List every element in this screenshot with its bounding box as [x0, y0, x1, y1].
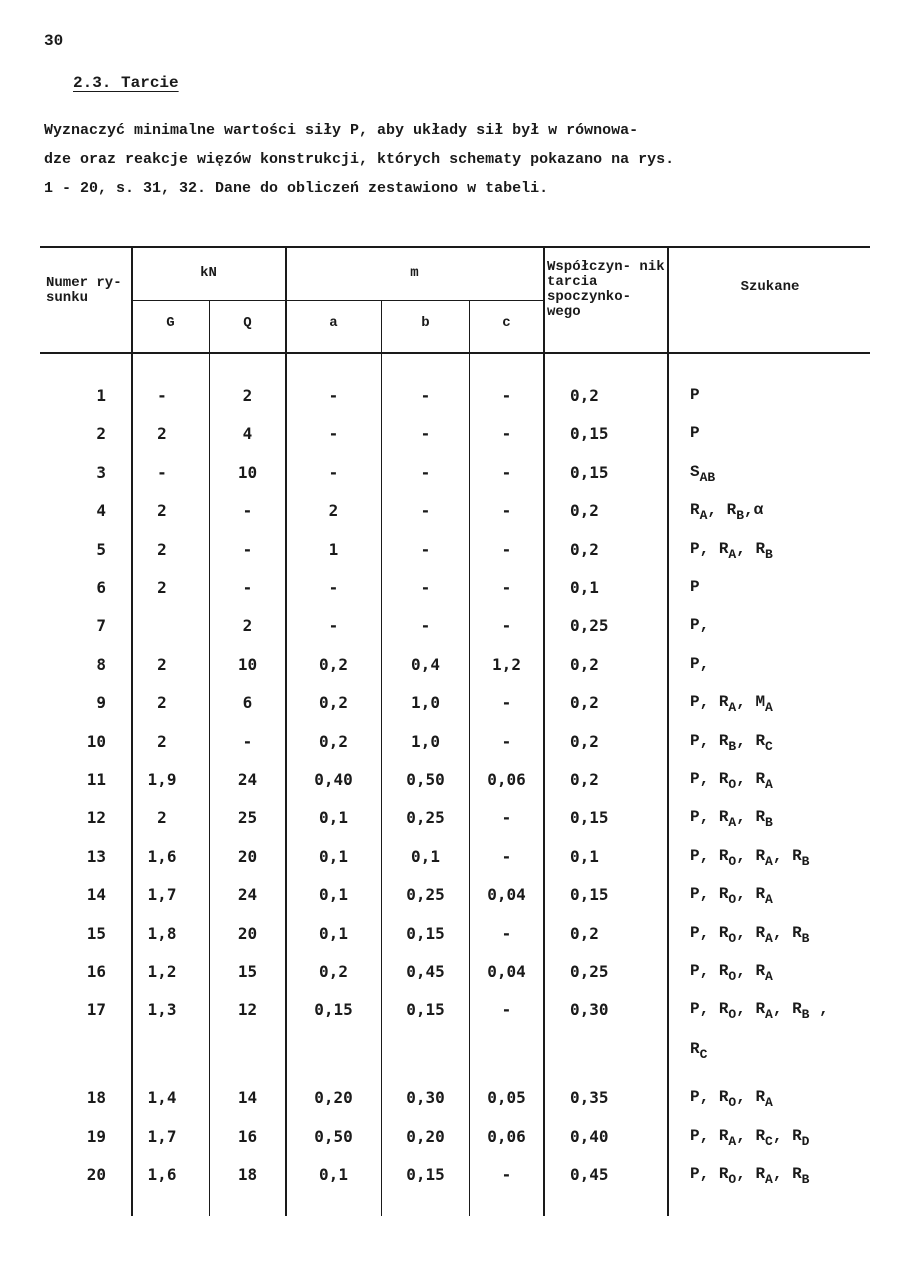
cell-q: 20	[237, 846, 258, 866]
header-szukane: Szukane	[740, 279, 800, 295]
cell-g: 1,2	[147, 962, 177, 981]
cell-a: -	[328, 578, 339, 597]
cell-szukane: P, $R_O$, $R_A$, $R_B$	[690, 1165, 810, 1188]
cell-c: -	[501, 424, 512, 444]
cell-mu: 0,2	[570, 770, 599, 789]
header-a: a	[329, 315, 338, 331]
cell-nr: 16	[86, 962, 106, 981]
cell-nr: 20	[86, 1165, 106, 1185]
cell-q: 24	[237, 885, 258, 905]
cell-nr: 19	[86, 1126, 106, 1146]
cell-b: -	[420, 616, 431, 636]
cell-b: 0,50	[406, 770, 445, 789]
cell-b: 0,25	[406, 885, 445, 905]
cell-q: -	[242, 578, 253, 597]
cell-q: 14	[237, 1088, 258, 1108]
col-divider	[543, 246, 545, 1216]
cell-q: -	[242, 731, 253, 751]
cell-b: -	[420, 539, 431, 559]
intro-paragraph	[44, 116, 884, 203]
cell-szukane: P, $R_O$, $R_A$	[690, 770, 773, 792]
header-kn: kN	[200, 265, 217, 281]
cell-b: 0,15	[406, 1000, 445, 1020]
cell-g: 2	[157, 693, 167, 713]
header-wspolczynnik: Współczyn- nik tarcia spoczynko- wego	[547, 259, 665, 320]
cell-nr: 18	[86, 1088, 106, 1108]
cell-b: 0,30	[406, 1088, 445, 1108]
cell-nr: 15	[86, 923, 106, 943]
cell-nr: 8	[96, 654, 106, 674]
cell-mu: 0,45	[570, 1165, 609, 1185]
cell-g: 2	[157, 501, 167, 521]
cell-q: 6	[242, 693, 253, 713]
cell-a: -	[328, 462, 339, 482]
cell-c: -	[501, 1165, 512, 1185]
cell-g: 1,9	[147, 770, 177, 789]
cell-c: 1,2	[492, 654, 521, 674]
cell-g: 1,3	[147, 1000, 177, 1020]
cell-b: -	[420, 462, 431, 482]
cell-szukane: P, $R_O$, $R_A$	[690, 885, 773, 908]
cell-q: 12	[237, 1000, 258, 1020]
cell-mu: 0,1	[570, 846, 599, 866]
cell-a: 0,2	[319, 693, 348, 713]
cell-a: -	[328, 386, 339, 405]
cell-g: 2	[157, 731, 167, 751]
cell-g: 1,4	[147, 1088, 177, 1108]
group-header-rule	[132, 300, 544, 301]
cell-nr: 7	[96, 616, 106, 636]
cell-a: 0,20	[314, 1088, 353, 1108]
cell-a: 0,1	[319, 808, 348, 828]
section-title: 2.3. Tarcie	[73, 74, 179, 92]
cell-b: 1,0	[411, 693, 440, 713]
cell-g: 1,6	[147, 846, 177, 866]
cell-c: -	[501, 731, 512, 751]
cell-mu: 0,2	[570, 654, 599, 674]
cell-szukane: P, $R_A$, $M_A$	[690, 693, 773, 716]
cell-nr: 6	[96, 578, 106, 597]
cell-szukane: P, $R_O$, $R_A$, $R_B$	[690, 923, 810, 946]
data-table	[40, 246, 870, 1216]
cell-b: 0,15	[406, 1165, 445, 1185]
cell-c: -	[501, 501, 512, 521]
cell-nr: 3	[96, 462, 106, 482]
cell-c: 0,06	[487, 1126, 526, 1146]
cell-szukane: P, $R_O$, $R_A$, $R_B$	[690, 846, 810, 869]
cell-mu: 0,15	[570, 885, 609, 905]
cell-c: -	[501, 578, 512, 597]
cell-b: -	[420, 578, 431, 597]
header-g: G	[166, 315, 175, 331]
cell-g: 2	[157, 654, 167, 674]
cell-g: 2	[157, 578, 167, 597]
cell-b: 0,25	[406, 808, 445, 828]
cell-q: 10	[237, 654, 258, 674]
cell-szukane: P,	[690, 616, 710, 635]
cell-nr: 4	[96, 501, 106, 521]
cell-mu: 0,2	[570, 501, 599, 521]
cell-mu: 0,2	[570, 731, 599, 751]
cell-b: 0,15	[406, 923, 445, 943]
cell-nr: 14	[86, 885, 106, 905]
cell-b: 0,20	[406, 1126, 445, 1146]
cell-mu: 0,15	[570, 424, 609, 444]
col-divider	[667, 246, 669, 1216]
cell-mu: 0,15	[570, 462, 609, 482]
cell-nr: 5	[96, 539, 106, 559]
cell-q: 10	[237, 462, 258, 482]
cell-mu: 0,40	[570, 1126, 609, 1146]
page-number: 30	[44, 32, 64, 50]
cell-szukane: P	[690, 424, 700, 443]
cell-c: -	[501, 386, 512, 405]
cell-q: 2	[242, 386, 253, 405]
intro-line: dze oraz reakcje więzów konstrukcji, których schematy pokazano na rys.	[44, 151, 675, 168]
cell-nr: 2	[96, 424, 106, 444]
cell-mu: 0,2	[570, 923, 599, 943]
cell-mu: 0,25	[570, 962, 609, 981]
header-numer: Numer ry- sunku	[46, 275, 122, 306]
intro-line: Wyznaczyć minimalne wartości siły P, aby układy sił był w równowa-	[44, 122, 639, 139]
cell-g: 2	[157, 539, 167, 559]
cell-c: -	[501, 539, 512, 559]
cell-a: 0,1	[319, 1165, 348, 1185]
cell-q: -	[242, 539, 253, 559]
table-top-rule	[40, 246, 870, 248]
cell-mu: 0,15	[570, 808, 609, 828]
cell-szukane: $R_A$, $R_B,\alpha$	[690, 501, 764, 524]
cell-a: 0,15	[314, 1000, 353, 1020]
cell-q: 24	[237, 770, 258, 789]
cell-a: 0,1	[319, 885, 348, 905]
cell-a: 2	[328, 501, 339, 521]
cell-g: -	[157, 386, 167, 405]
cell-szukane: $S_{AB}$	[690, 462, 716, 485]
cell-c: -	[501, 846, 512, 866]
cell-a: 0,1	[319, 923, 348, 943]
cell-a: -	[328, 616, 339, 636]
cell-nr: 13	[86, 846, 106, 866]
cell-c: -	[501, 923, 512, 943]
cell-b: 1,0	[411, 731, 440, 751]
cell-c: 0,05	[487, 1088, 526, 1108]
cell-nr: 9	[96, 693, 106, 713]
cell-b: -	[420, 386, 431, 405]
cell-b: -	[420, 501, 431, 521]
cell-q: -	[242, 501, 253, 521]
cell-c: 0,04	[487, 885, 526, 905]
cell-a: -	[328, 424, 339, 444]
cell-c: -	[501, 808, 512, 828]
cell-a: 0,2	[319, 962, 348, 981]
cell-g: 1,7	[147, 885, 177, 905]
cell-q: 20	[237, 923, 258, 943]
cell-nr: 11	[86, 770, 106, 789]
cell-nr: 17	[86, 1000, 106, 1020]
header-bottom-rule	[40, 352, 870, 354]
cell-mu: 0,30	[570, 1000, 609, 1020]
cell-szukane: P,	[690, 654, 710, 673]
cell-a: 0,2	[319, 731, 348, 751]
cell-szukane: P, $R_O$, $R_A$	[690, 1088, 773, 1111]
cell-a: 0,50	[314, 1126, 353, 1146]
header-m: m	[410, 265, 419, 281]
cell-nr: 10	[86, 731, 106, 751]
intro-line: 1 - 20, s. 31, 32. Dane do obliczeń zestawiono w tabeli.	[44, 180, 549, 197]
cell-szukane-continued: $R_C$	[690, 1040, 708, 1063]
cell-mu: 0,35	[570, 1088, 609, 1108]
cell-mu: 0,25	[570, 616, 609, 636]
cell-a: 0,2	[319, 654, 348, 674]
cell-nr: 1	[96, 386, 106, 405]
cell-g: 2	[157, 424, 167, 444]
cell-szukane: P	[690, 578, 700, 596]
cell-szukane: P, $R_A$, $R_B$	[690, 808, 773, 831]
cell-c: -	[501, 462, 512, 482]
cell-szukane: P, $R_O$, $R_A$	[690, 962, 773, 984]
cell-szukane: P, $R_A$, $R_B$	[690, 539, 773, 562]
cell-nr: 12	[86, 808, 106, 828]
cell-mu: 0,2	[570, 386, 599, 405]
header-b: b	[421, 315, 430, 331]
cell-szukane: P, $R_O$, $R_A$, $R_B$ ,	[690, 1000, 829, 1023]
cell-q: 25	[237, 808, 258, 828]
cell-q: 15	[237, 962, 258, 981]
cell-szukane: P, $R_B$, $R_C$	[690, 731, 773, 754]
cell-mu: 0,2	[570, 539, 599, 559]
cell-mu: 0,2	[570, 693, 599, 713]
cell-c: 0,06	[487, 770, 526, 789]
cell-a: 1	[328, 539, 339, 559]
cell-c: -	[501, 616, 512, 636]
cell-szukane: P	[690, 386, 700, 404]
cell-b: 0,4	[411, 654, 440, 674]
cell-mu: 0,1	[570, 578, 599, 597]
cell-q: 2	[242, 616, 253, 636]
cell-g: 1,7	[147, 1126, 177, 1146]
cell-g: 2	[157, 808, 167, 828]
cell-a: 0,1	[319, 846, 348, 866]
cell-b: -	[420, 424, 431, 444]
cell-q: 16	[237, 1126, 258, 1146]
cell-g: 1,8	[147, 923, 177, 943]
cell-g: -	[157, 462, 167, 482]
cell-c: -	[501, 1000, 512, 1020]
cell-b: 0,45	[406, 962, 445, 981]
cell-g: 1,6	[147, 1165, 177, 1185]
cell-c: -	[501, 693, 512, 713]
cell-q: 18	[237, 1165, 258, 1185]
cell-c: 0,04	[487, 962, 526, 981]
cell-szukane: P, $R_A$, $R_C$, $R_D$	[690, 1126, 810, 1149]
cell-a: 0,40	[314, 770, 353, 789]
header-q: Q	[243, 315, 252, 331]
cell-b: 0,1	[411, 846, 440, 866]
header-c: c	[502, 315, 511, 331]
cell-q: 4	[242, 424, 253, 444]
